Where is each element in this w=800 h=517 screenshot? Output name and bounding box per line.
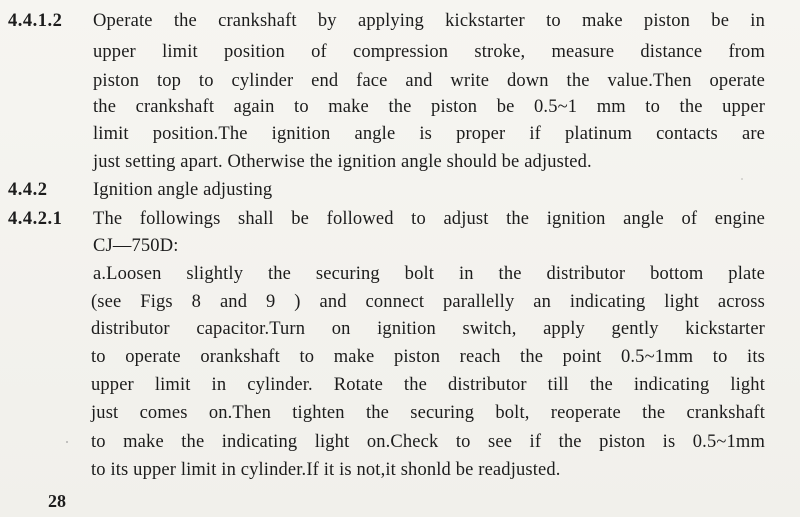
section-4-4-1-2-line-4: the crankshaft again to make the piston be 0.5~1 mm to the upper	[93, 97, 765, 117]
item-a-line-6: just comes on.Then tighten the securing bolt, reoperate the crankshaft	[91, 403, 765, 423]
section-4-4-1-2-line-6: just setting apart. Otherwise the ignition angle should be adjusted.	[93, 152, 592, 172]
item-a-line-4: to operate orankshaft to make piston reach the point 0.5~1mm to its	[91, 347, 765, 367]
section-4-4-1-2-line-5: limit position.The ignition angle is proper if platinum contacts are	[93, 124, 765, 144]
scan-speck	[741, 178, 743, 180]
item-a-line-3: distributor capacitor.Turn on ignition switch, apply gently kickstarter	[91, 319, 765, 339]
section-4-4-1-2-line-1: Operate the crankshaft by applying kickstarter to make piston be in	[93, 11, 765, 31]
scan-speck	[66, 441, 68, 443]
section-heading-ignition-angle-adjusting: Ignition angle adjusting	[93, 180, 273, 200]
page-number: 28	[48, 491, 66, 511]
section-4-4-1-2-line-3: piston top to cylinder end face and write down the value.Then operate	[93, 71, 765, 91]
item-a-line-7: to make the indicating light on.Check to see if the piston is 0.5~1mm	[91, 432, 765, 452]
section-4-4-2-1-line-1: The followings shall be followed to adjust the ignition angle of engine	[93, 209, 765, 229]
item-a-line-1: a.Loosen slightly the securing bolt in the distributor bottom plate	[93, 264, 765, 284]
section-number-4-4-2: 4.4.2	[8, 180, 48, 200]
section-number-4-4-1-2: 4.4.1.2	[8, 11, 63, 31]
section-4-4-1-2-line-2: upper limit position of compression stroke, measure distance from	[93, 42, 765, 62]
item-a-line-2: (see Figs 8 and 9 ) and connect parallelly an indicating light across	[91, 292, 765, 312]
section-number-4-4-2-1: 4.4.2.1	[8, 209, 63, 229]
item-a-line-8: to its upper limit in cylinder.If it is not,it shonld be readjusted.	[91, 460, 561, 480]
item-a-line-5: upper limit in cylinder. Rotate the distributor till the indicating light	[91, 375, 765, 395]
section-4-4-2-1-line-2: CJ—750D:	[93, 236, 179, 256]
